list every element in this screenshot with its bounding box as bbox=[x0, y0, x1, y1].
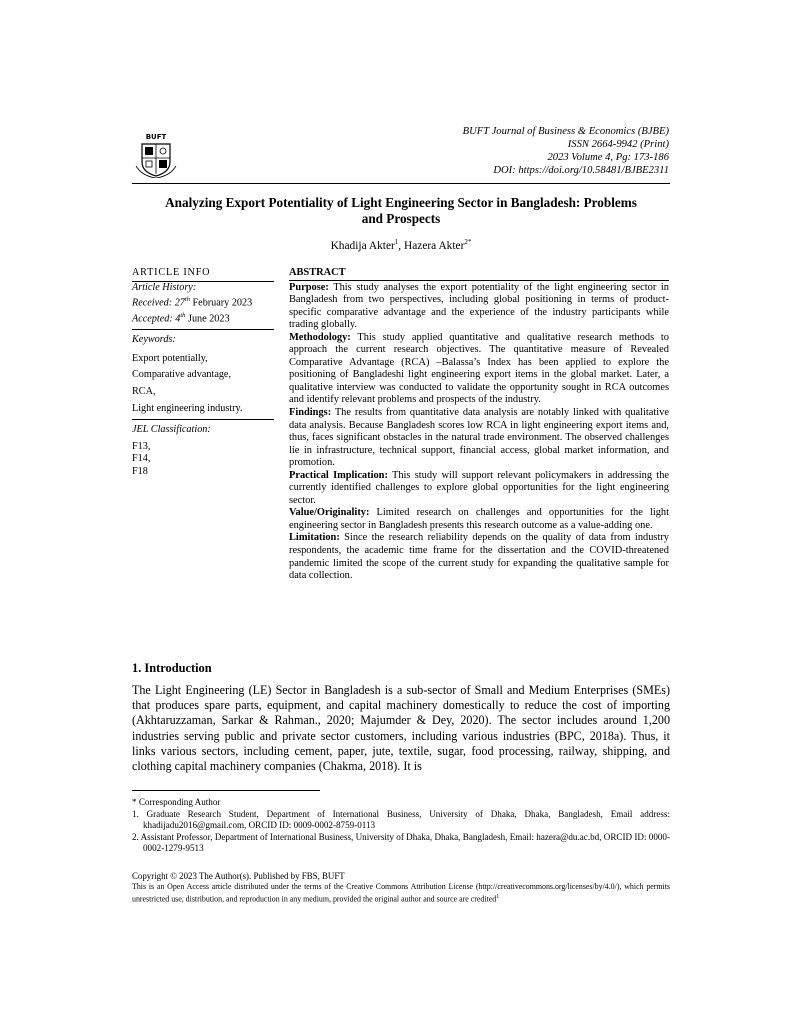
copyright-line: Copyright © 2023 The Author(s). Published by FBS, BUFT bbox=[132, 871, 345, 881]
keywords-label: Keywords: bbox=[132, 334, 176, 346]
abstract-originality: Value/Originality: Limited research on challenges and opportunities for the light engineering sector in Bangladesh presents this research outcome as a value-adding one. bbox=[289, 507, 669, 531]
article-info bbox=[132, 267, 274, 479]
jel-code: F14, bbox=[132, 453, 151, 465]
journal-header bbox=[463, 125, 669, 177]
abstract-heading: ABSTRACT bbox=[289, 267, 669, 281]
journal-issn: ISSN 2664-9942 (Print) bbox=[567, 139, 669, 151]
article-info-heading: ARTICLE INFO bbox=[132, 267, 274, 282]
paper-title bbox=[132, 195, 670, 227]
info-rule bbox=[132, 419, 274, 420]
keyword: Comparative advantage, bbox=[132, 369, 232, 381]
buft-logo bbox=[134, 132, 178, 178]
keyword: RCA, bbox=[132, 385, 156, 397]
received-date: Received: 27th February 2023 bbox=[132, 296, 253, 309]
author-name: Hazera Akter bbox=[404, 239, 465, 252]
abstract-findings: Findings: The results from quantitative data analysis are notably linked with qualitative data analysis. Because Bangladesh scores low RCA in light engineering export items and, thus, faces significant obstacles in the natural trade environment. The observed challenges lie in infrastructure, technical support, financial access, global market information, and promotion. bbox=[289, 407, 669, 469]
abstract bbox=[289, 267, 669, 583]
jel-label: JEL Classification: bbox=[132, 424, 211, 436]
author-affiliation: 1 bbox=[394, 238, 399, 246]
journal-doi: DOI: https://doi.org/10.58481/BJBE2311 bbox=[493, 165, 669, 177]
footnote-1: 1. Graduate Research Student, Department of International Business, University of Dhaka, Dhaka, Bangladesh, Email address: khadijadu2016@gmail.com, ORCID ID: 0009-0002-8759-0113 bbox=[132, 808, 670, 831]
abstract-implication: Practical Implication: This study will support relevant policymakers in addressing the currently identified challenges to explore global opportunities for the light engineering sector. bbox=[289, 469, 669, 506]
license-text: This is an Open Access article distributed under the terms of the Creative Commons Attribution License (http://creativecommons.org/licenses/by/4.0/), which permits unrestricted use, distribution, and reproduction in any medium, provided the original author and source are credited$^1$ bbox=[132, 882, 670, 904]
abstract-limitation: Limitation: Since the research reliability depends on the quality of data from industry respondents, the academic time frame for the dissertation and the COVID-threatened pandemic limited the scope of the current study for expanding the qualitative sample for data collection. bbox=[289, 532, 669, 582]
footnote-corresponding: * Corresponding Author bbox=[132, 797, 221, 807]
info-rule bbox=[132, 329, 274, 330]
abstract-purpose: Purpose: This study analyses the export potentiality of the light engineering sector in Bangladesh from two perspectives, including global positioning in terms of product-specific comparative advantage and the experience of the industry participants while trading globally. bbox=[289, 281, 669, 331]
logo-text: BUFT bbox=[145, 133, 167, 141]
copyright bbox=[132, 871, 670, 905]
introduction-heading: 1. Introduction bbox=[132, 661, 212, 675]
title-line-1: Analyzing Export Potentiality of Light Engineering Sector in Bangladesh: Problems bbox=[165, 195, 637, 210]
author-separator: , bbox=[398, 239, 404, 252]
journal-name: BUFT Journal of Business & Economics (BJBE) bbox=[462, 126, 669, 137]
footnotes bbox=[132, 797, 670, 855]
keyword: Light engineering industry. bbox=[132, 402, 243, 414]
introduction-text: The Light Engineering (LE) Sector in Bangladesh is a sub-sector of Small and Medium Enterprises (SMEs) that produces spare parts, equipment, and capital machinery domestically to reduce the cost of importing (Akhtaruzzaman, Sarkar & Rahman., 2020; Majumder & Dey, 2020). The sector includes around 1,200 industries serving public and private sector customers, including various industries (BPC, 2018a). Thus, it links various sectors, including cement, paper, jute, textile, sugar, food processing, railway, shipping, and clothing capital machinery companies (Chakma, 2018). It is bbox=[132, 683, 670, 774]
footnote-rule bbox=[132, 790, 320, 791]
header-rule bbox=[132, 183, 670, 184]
title-line-2: and Prospects bbox=[361, 211, 441, 226]
jel-code: F18 bbox=[132, 465, 148, 477]
journal-volume: 2023 Volume 4, Pg: 173-186 bbox=[547, 152, 669, 164]
jel-code: F13, bbox=[132, 440, 151, 452]
author-affiliation: 2* bbox=[464, 238, 472, 246]
authors bbox=[132, 238, 670, 252]
history-label: Article History: bbox=[132, 281, 197, 293]
keyword: Export potentially, bbox=[132, 352, 208, 364]
abstract-methodology: Methodology: This study applied quantitative and qualitative research methods to approach the current research objectives. The quantitative measure of Revealed Comparative Advantage (RCA) –Balassa’s Index has been applied to explore the positioning of Bangladeshi light engineering export items in the global market. Later, a qualitative interview was conducted to validate the opportunity sought in RCA outcomes and identify relevant problems and prospects of the industry. bbox=[289, 331, 669, 406]
accepted-date: Accepted: 4th June 2023 bbox=[132, 312, 230, 325]
footnote-2: 2. Assistant Professor, Department of International Business, University of Dhaka, Dhaka, Bangladesh, Email: hazera@du.ac.bd, ORCID ID: 0000-0002-1279-9513 bbox=[132, 831, 670, 854]
author-name: Khadija Akter bbox=[330, 239, 395, 252]
